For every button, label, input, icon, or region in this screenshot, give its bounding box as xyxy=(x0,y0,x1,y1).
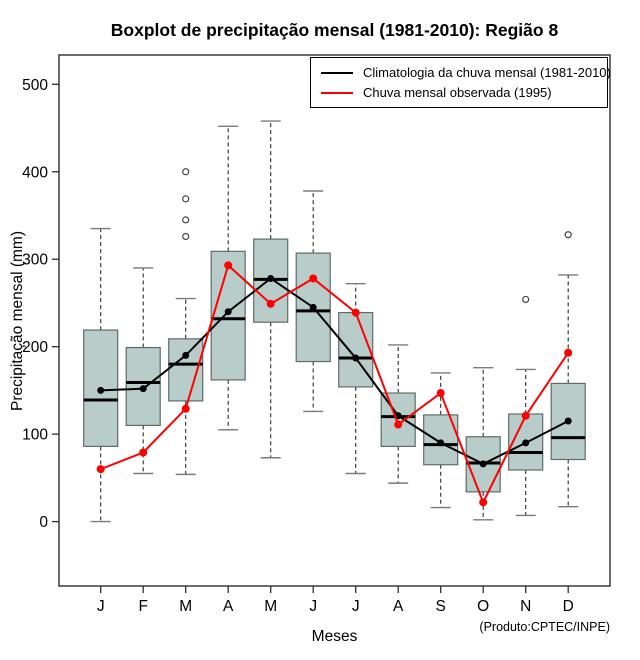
box-month-4 xyxy=(211,251,245,380)
climatology-point-5 xyxy=(267,275,274,282)
observed-line-icon xyxy=(321,92,353,94)
month-label-3: M xyxy=(179,598,193,615)
legend-item-observed xyxy=(321,85,607,101)
climatology-point-6 xyxy=(310,304,317,311)
outlier-point xyxy=(183,217,189,223)
month-label-1: J xyxy=(96,598,105,615)
observed-point-6 xyxy=(309,274,317,282)
plot-border xyxy=(59,55,610,586)
month-label-4: A xyxy=(223,598,234,615)
observed-point-9 xyxy=(437,389,445,397)
observed-point-8 xyxy=(394,421,402,429)
month-label-7: J xyxy=(351,598,360,615)
climatology-point-4 xyxy=(225,308,232,315)
climatology-point-10 xyxy=(480,460,487,467)
observed-point-11 xyxy=(522,412,530,420)
climatology-point-9 xyxy=(437,439,444,446)
y-tick-label-300: 300 xyxy=(22,251,48,269)
credit-label: (Produto:CPTEC/INPE) xyxy=(479,620,610,634)
climatology-point-7 xyxy=(352,355,359,362)
observed-point-5 xyxy=(267,300,275,308)
month-label-10: O xyxy=(477,598,490,615)
outlier-point xyxy=(565,232,571,238)
observed-point-7 xyxy=(352,309,360,317)
outlier-point xyxy=(183,196,189,202)
outlier-point xyxy=(523,296,529,302)
outlier-point xyxy=(183,169,189,175)
legend-label-observed: Chuva mensal observada (1995) xyxy=(363,85,552,100)
observed-point-3 xyxy=(182,405,190,413)
month-label-12: D xyxy=(562,598,574,615)
climatology-point-3 xyxy=(182,352,189,359)
observed-point-2 xyxy=(139,449,147,457)
chart-title: Boxplot de precipitação mensal (1981-2010): Região 8 xyxy=(110,20,559,40)
month-label-11: N xyxy=(520,598,532,615)
legend-label-climatology: Climatologia da chuva mensal (1981-2010) xyxy=(363,65,611,80)
y-axis-label: Precipitação mensal (mm) xyxy=(9,230,26,412)
climatology-point-11 xyxy=(522,439,529,446)
month-label-6: J xyxy=(309,598,318,615)
outlier-point xyxy=(183,233,189,239)
climatology-point-1 xyxy=(97,387,104,394)
legend-item-climatology xyxy=(321,65,611,81)
legend xyxy=(310,57,611,108)
observed-point-12 xyxy=(564,349,572,357)
climatology-line-icon xyxy=(321,72,353,74)
month-label-8: A xyxy=(393,598,404,615)
climatology-point-12 xyxy=(565,418,572,425)
y-tick-label-0: 0 xyxy=(39,514,48,532)
y-tick-label-100: 100 xyxy=(22,426,48,444)
y-tick-label-500: 500 xyxy=(22,76,48,94)
month-label-9: S xyxy=(435,598,446,615)
month-label-5: M xyxy=(264,598,278,615)
month-label-2: F xyxy=(138,598,148,615)
y-tick-label-400: 400 xyxy=(22,164,48,182)
observed-point-4 xyxy=(224,261,232,269)
x-axis-label: Meses xyxy=(311,628,358,645)
climatology-point-2 xyxy=(140,385,147,392)
observed-point-10 xyxy=(479,498,487,506)
y-tick-label-200: 200 xyxy=(22,339,48,357)
observed-point-1 xyxy=(97,465,105,473)
